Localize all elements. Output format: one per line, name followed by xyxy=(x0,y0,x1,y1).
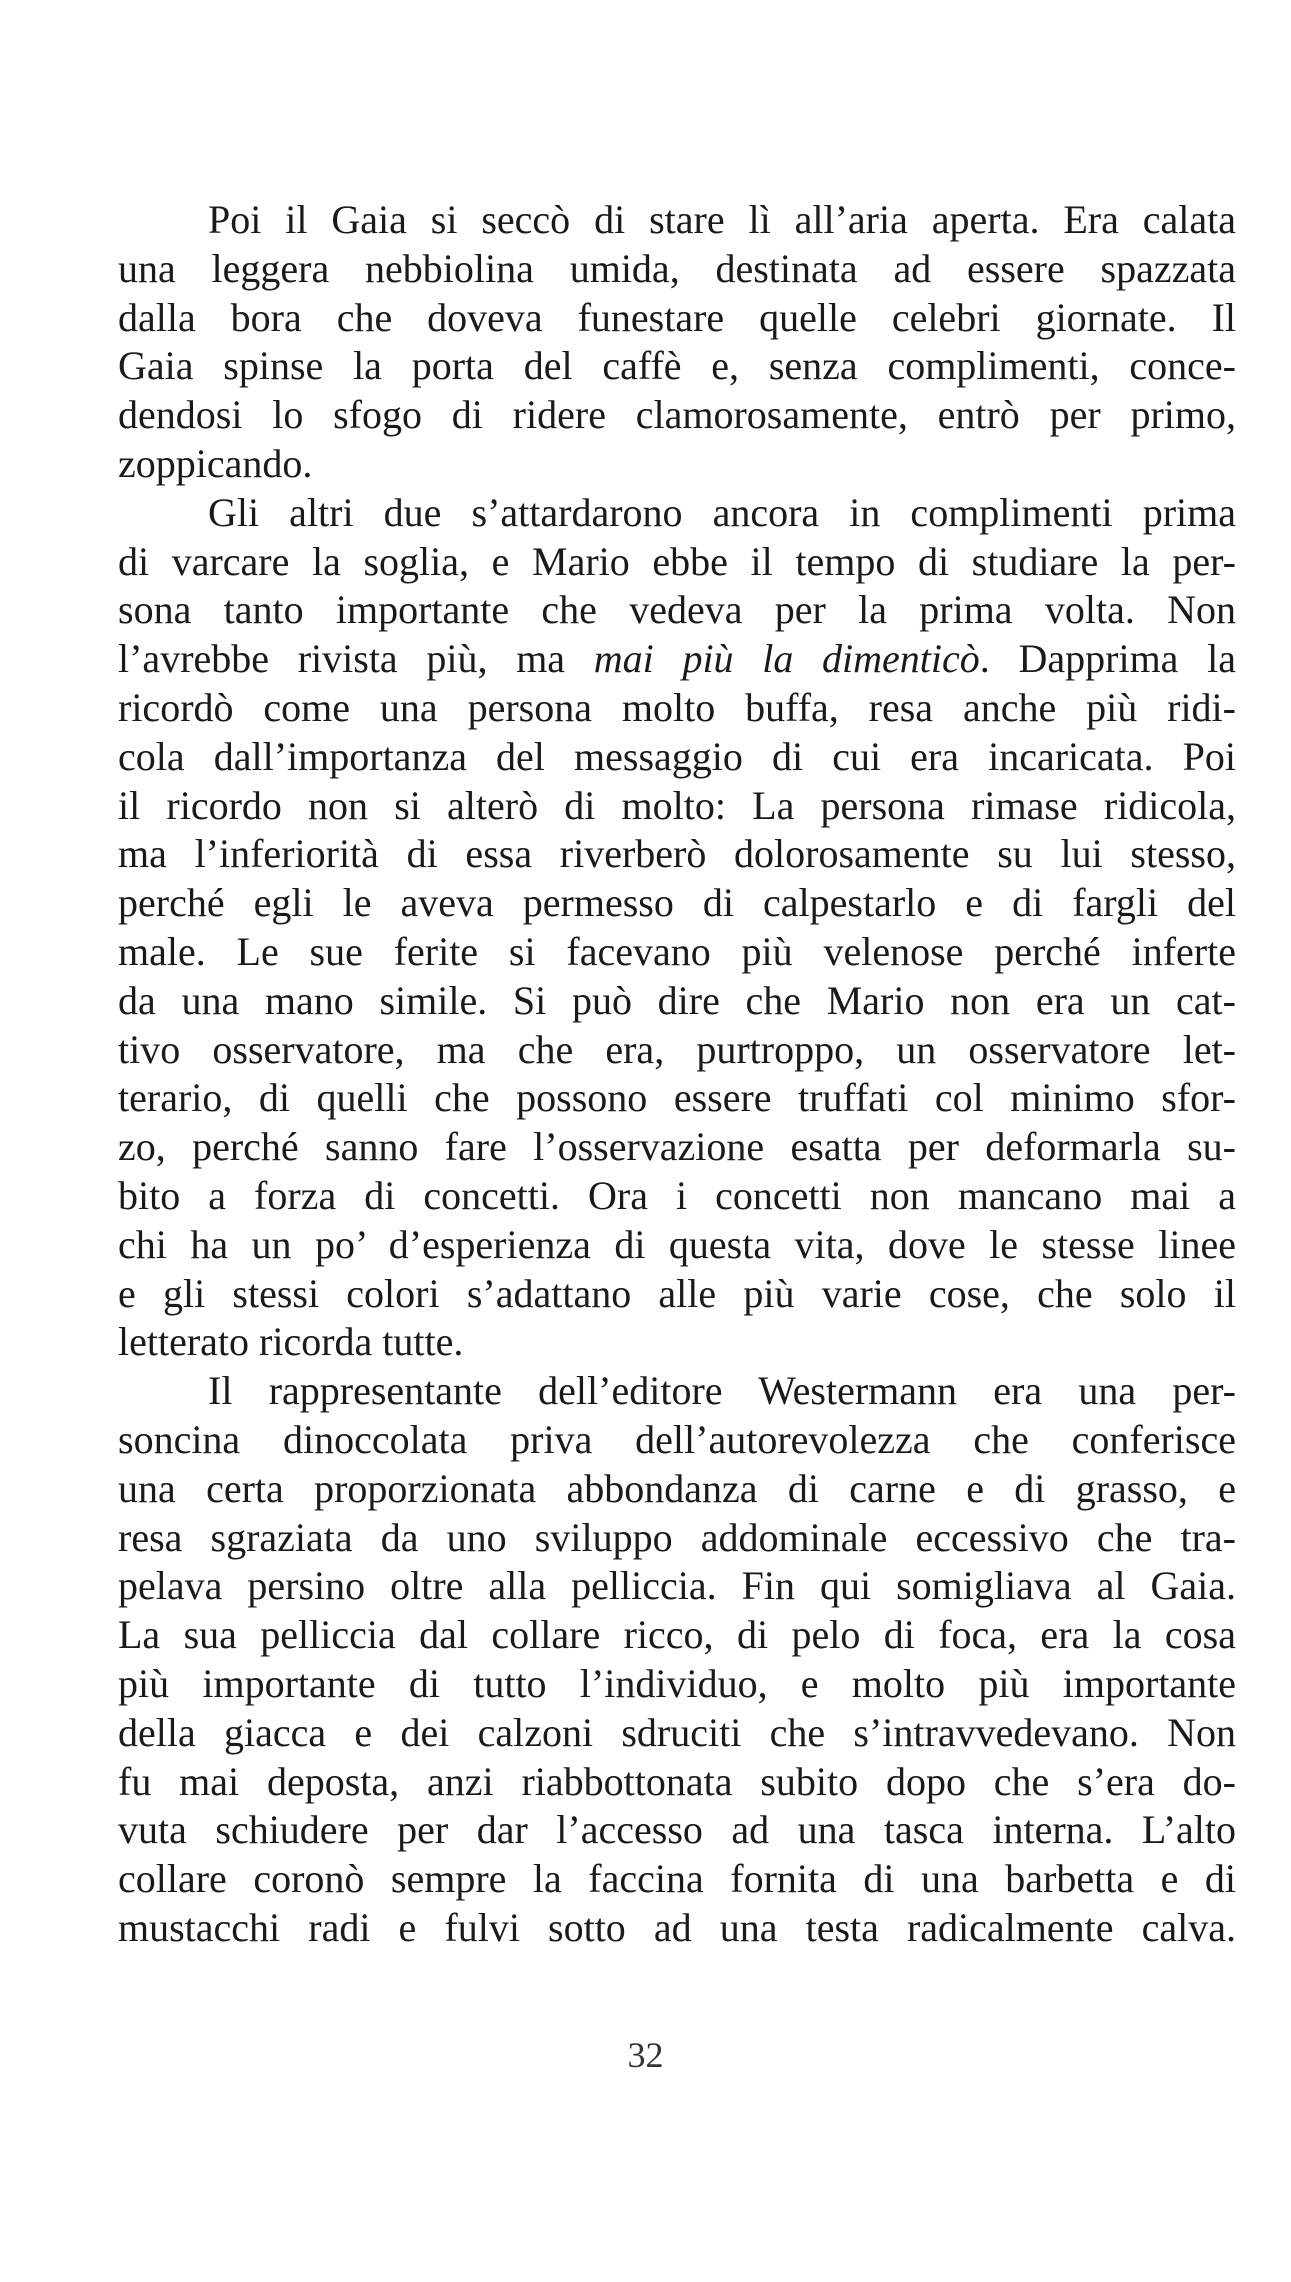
text-line: della giacca e dei calzoni sdruciti che s’intravvedevano. Non xyxy=(118,1709,1236,1755)
text-line: letterato ricorda tutte. xyxy=(118,1319,464,1365)
text-line: chi ha un po’ d’esperienza di questa vita, dove le stesse linee xyxy=(118,1221,1236,1267)
text-line: zo, perché sanno fare l’osservazione esatta per deformarla su- xyxy=(118,1124,1236,1170)
page-body xyxy=(118,196,1236,1953)
text-line: ricordò come una persona molto buffa, resa anche più ridi- xyxy=(118,684,1236,730)
text-line: e gli stessi colori s’adattano alle più varie cose, che solo il xyxy=(118,1270,1236,1316)
text-line: da una mano simile. Si può dire che Mario non era un cat- xyxy=(118,977,1236,1023)
paragraph-2 xyxy=(118,489,1236,1367)
text-line: bito a forza di concetti. Ora i concetti non mancano mai a xyxy=(118,1172,1236,1218)
text-line: più importante di tutto l’individuo, e molto più importante xyxy=(118,1660,1236,1706)
text-line: sona tanto importante che vedeva per la prima volta. Non xyxy=(118,587,1236,633)
text-line: collare coronò sempre la faccina fornita di una barbetta e di xyxy=(118,1856,1236,1902)
text-line: mustacchi radi e fulvi sotto ad una testa radicalmente calva. xyxy=(118,1904,1236,1950)
text-line: Gli altri due s’attardarono ancora in complimenti prima xyxy=(208,489,1236,535)
paragraph-3 xyxy=(118,1367,1236,1953)
text-line: tivo osservatore, ma che era, purtroppo, un osservatore let- xyxy=(118,1026,1236,1072)
page-number: 32 xyxy=(627,2035,664,2075)
text-line: una leggera nebbiolina umida, destinata ad essere spazzata xyxy=(118,245,1236,291)
text-line: una certa proporzionata abbondanza di carne e di grasso, e xyxy=(118,1465,1236,1511)
text-line: di varcare la soglia, e Mario ebbe il tempo di studiare la per- xyxy=(118,538,1236,584)
text-line: male. Le sue ferite si facevano più velenose perché inferte xyxy=(118,928,1236,974)
text-line: pelava persino oltre alla pelliccia. Fin qui somigliava al Gaia. xyxy=(118,1563,1236,1609)
text-line: Il rappresentante dell’editore Westermann era una per- xyxy=(208,1368,1236,1414)
text-line: dalla bora che doveva funestare quelle celebri giornate. Il xyxy=(118,294,1236,340)
text-line: Gaia spinse la porta del caffè e, senza complimenti, conce- xyxy=(118,343,1236,389)
text-line: resa sgraziata da uno sviluppo addominale eccessivo che tra- xyxy=(118,1514,1236,1560)
text-line: il ricordo non si alterò di molto: La persona rimase ridicola, xyxy=(118,782,1236,828)
text-line: perché egli le aveva permesso di calpestarlo e di fargli del xyxy=(118,880,1236,926)
text-line: cola dall’importanza del messaggio di cui era incaricata. Poi xyxy=(118,733,1236,779)
text-line: vuta schiudere per dar l’accesso ad una tasca interna. L’alto xyxy=(118,1807,1236,1853)
text-line: ma l’inferiorità di essa riverberò dolorosamente su lui stesso, xyxy=(118,831,1236,877)
text-line-italic-phrase: l’avrebbe rivista più, ma mai più la dimenticò. Dapprima la xyxy=(118,636,1236,682)
text-line: dendosi lo sfogo di ridere clamorosamente, entrò per primo, xyxy=(118,392,1236,438)
text-line: Poi il Gaia si seccò di stare lì all’aria aperta. Era calata xyxy=(208,197,1236,242)
italic-phrase: mai più la dimenticò xyxy=(593,636,980,682)
text-line: terario, di quelli che possono essere truffati col minimo sfor- xyxy=(118,1075,1236,1121)
paragraph-1 xyxy=(118,196,1236,489)
text-line: soncina dinoccolata priva dell’autorevolezza che conferisce xyxy=(118,1416,1236,1462)
text-line: zoppicando. xyxy=(118,440,313,486)
text-line: fu mai deposta, anzi riabbottonata subito dopo che s’era do- xyxy=(118,1758,1236,1804)
text-line: La sua pelliccia dal collare ricco, di pelo di foca, era la cosa xyxy=(118,1612,1236,1658)
